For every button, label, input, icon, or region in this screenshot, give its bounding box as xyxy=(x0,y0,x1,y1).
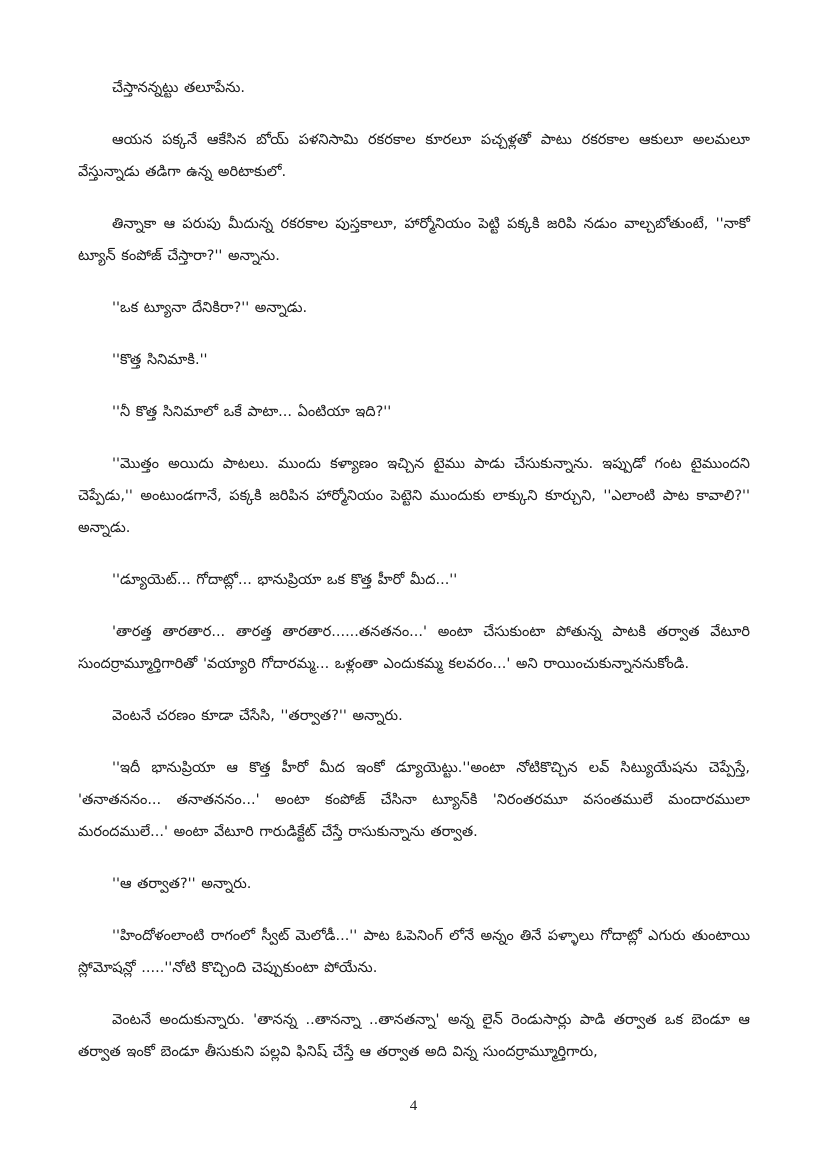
paragraph-13: ''హిందోళంలాంటి రాగంలో స్వీట్ మెలోడీ...'' పాట ఓపెనింగ్ లోనే అన్నం తినే పళ్ళాలు గోదాట్లో ఎగురు తుంటాయి స్లోమోషన్లో .....''నోటి కొచ్చింది చెప్పుకుంటా పోయేను. xyxy=(78,928,750,976)
paragraph-4: ''ఒక ట్యూనా దేనికిరా?'' అన్నాడు. xyxy=(112,300,308,316)
paragraph-8: ''డ్యూయెట్... గోదాట్లో... భానుప్రియా ఒక కొత్త హీరో మీద...'' xyxy=(112,572,458,588)
paragraph-2: ఆయన పక్కనే ఆకేసిన బోయ్ పళనిసామి రకరకాల కూరలూ పచ్చళ్లతో పాటు రకరకాల ఆకులూ అలమలూ వేస్తున్నాడు తడిగా ఉన్న అరిటాకులో. xyxy=(78,132,750,180)
paragraph-9: 'తారత్త తారతార... తారత్త తారతార......తనతనం...' అంటా చేసుకుంటా పోతున్న పాటకి తర్వాత వేటూరి సుందర్రామ్మూర్తిగారితో 'వయ్యారి గోదారమ్మ... ఒళ్లంతా ఎందుకమ్మ కలవరం...' అని రాయించుకున్నాననుకోండి. xyxy=(78,624,750,672)
paragraph-11: ''ఇదీ భానుప్రియా ఆ కొత్త హీరో మీద ఇంకో డ్యూయెట్టు.''అంటా నోటికొచ్చిన లవ్ సిట్యుయేషను చెప్పేస్తే, 'తనాతననం... తనాతననం...' అంటా కంపోజ్ చేసినా ట్యూన్‌కి 'నిరంతరమూ వసంతములే మందారములా మరందములే...' అంటా వేటూరి గారుడిక్టేట్ చేస్తే రాసుకున్నాను తర్వాత. xyxy=(78,760,750,840)
paragraph-10: వెంటనే చరణం కూడా చేసేసి, ''తర్వాత?'' అన్నారు. xyxy=(112,708,403,724)
paragraph-6: ''నీ కొత్త సినిమాలో ఒకే పాటా... ఏంటియా ఇది?'' xyxy=(112,404,392,420)
paragraph-5: ''కొత్త సినిమాకి.'' xyxy=(112,352,208,368)
page-number: 4 xyxy=(409,1098,418,1114)
paragraph-3: తిన్నాకా ఆ పరుపు మీదున్న రకరకాల పుస్తకాలూ, హార్మోనియం పెట్టి పక్కకి జరిపి నడుం వాల్చబోతుంటే, ''నాకో ట్యూన్ కంపోజ్ చేస్తారా?'' అన్నాను. xyxy=(78,216,750,264)
paragraph-1: చేస్తానన్నట్టు తలూపేను. xyxy=(112,80,246,96)
paragraph-12: ''ఆ తర్వాత?'' అన్నారు. xyxy=(112,876,252,892)
paragraph-14: వెంటనే అందుకున్నారు. 'తానన్న ..తానన్నా ..తానతన్నా' అన్న లైన్ రెండుసార్లు పాడి తర్వాత ఒక బెండూ ఆ తర్వాత ఇంకో బెండూ తీసుకుని పల్లవి ఫినిష్ చేస్తే ఆ తర్వాత అది విన్న సుందర్రామ్మూర్తిగారు, xyxy=(78,1012,750,1060)
body-text xyxy=(78,72,750,1088)
paragraph-7: ''మొత్తం అయిదు పాటలు. ముందు కళ్యాణం ఇచ్చిన టైము పాడు చేసుకున్నాను. ఇప్పుడో గంట టైముందని చెప్పేడు,'' అంటుండగానే, పక్కకి జరిపిన హార్మోనియం పెట్టెని ముందుకు లాక్కుని కూర్చుని, ''ఎలాంటి పాట కావాలి?'' అన్నాడు. xyxy=(78,456,750,536)
